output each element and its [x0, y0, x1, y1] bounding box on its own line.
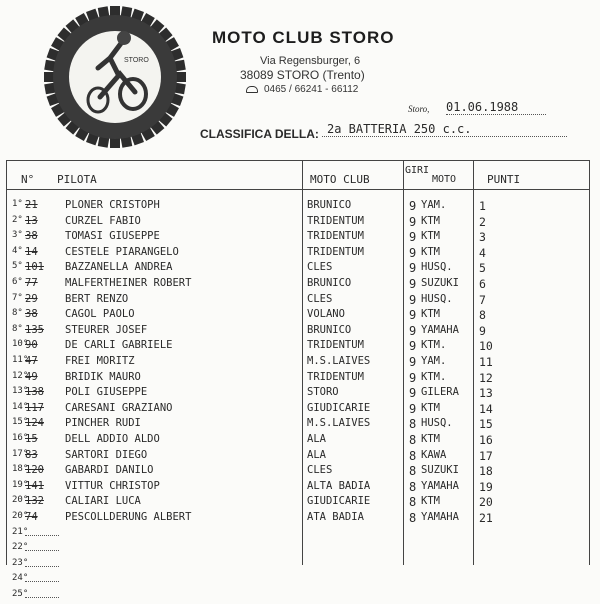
rider-club: CLES [307, 292, 333, 305]
motorcycle: HUSQ. [421, 261, 453, 274]
points: 8 [479, 308, 486, 323]
points: 12 [479, 370, 493, 385]
points: 3 [479, 230, 486, 245]
rider-number: 15 [25, 433, 38, 445]
motorcycle: YAM. [421, 199, 447, 211]
table-row [7, 199, 589, 214]
rider-name: CARESANI GRAZIANO [65, 401, 173, 414]
rider-name: BAZZANELLA ANDREA [65, 261, 173, 274]
blank-line [25, 581, 59, 582]
position: 25° [12, 589, 29, 599]
laps: 9 [409, 277, 417, 291]
position: 7° [12, 292, 23, 303]
laps: 9 [409, 386, 417, 401]
rider-name: CALIARI LUCA [65, 495, 141, 508]
rider-name: BERT RENZO [65, 292, 129, 305]
motorcycle: YAMAHA [421, 323, 459, 336]
rider-name: FREI MORITZ [65, 355, 135, 367]
empty-row [7, 589, 589, 604]
laps: 9 [409, 245, 417, 260]
table-row [7, 449, 589, 464]
position: 22° [12, 542, 29, 553]
blank-line [25, 535, 59, 536]
rider-number: 124 [25, 417, 44, 430]
rider-name: PLONER CRISTOPH [65, 199, 160, 211]
col-header-num: N° [21, 173, 35, 186]
blank-line [25, 566, 59, 567]
laps: 8 [409, 448, 417, 463]
logo-text: STORO [124, 57, 149, 64]
table-row [7, 480, 589, 495]
rider-name: POLI GIUSEPPE [65, 386, 148, 399]
table-row [7, 386, 589, 401]
rider-number: 13 [25, 214, 38, 227]
table-row [7, 230, 589, 245]
rider-number: 83 [25, 448, 38, 461]
date-value: 01.06.1988 [446, 100, 546, 115]
rider-club: GIUDICARIE [307, 495, 371, 508]
laps: 8 [409, 417, 417, 432]
position: 3° [12, 230, 23, 241]
rider-club: TRIDENTUM [307, 214, 364, 227]
rider-name: DE CARLI GABRIELE [65, 339, 173, 352]
points: 17 [479, 448, 493, 463]
points: 20 [479, 495, 493, 510]
points: 6 [479, 277, 486, 291]
classifica-value: 2a BATTERIA 250 c.c. [322, 122, 567, 137]
rider-number: 132 [25, 495, 44, 508]
laps: 9 [409, 199, 417, 213]
motorcycle: GILERA [421, 386, 459, 399]
table-row [7, 308, 589, 323]
classifica-label: CLASSIFICA DELLA: [200, 127, 319, 141]
rider-name: SARTORI DIEGO [65, 448, 148, 461]
rider-club: BRUNICO [307, 323, 352, 336]
rider-club: CLES [307, 464, 333, 477]
rider-number: 21 [25, 199, 38, 211]
rider-number: 74 [25, 511, 38, 523]
table-row [7, 261, 589, 276]
phone [246, 84, 358, 95]
position: 5° [12, 261, 23, 272]
results-table [6, 160, 590, 599]
motorcycle: KTM [421, 433, 440, 445]
empty-row [7, 527, 589, 542]
motorcycle: KAWA [421, 448, 447, 461]
laps: 8 [409, 511, 417, 525]
empty-row [7, 558, 589, 573]
motorcycle: KTM. [421, 339, 447, 352]
header-divider [7, 189, 589, 190]
position: 18° [12, 464, 29, 475]
table-row [7, 355, 589, 370]
blank-line [25, 597, 59, 598]
position: 17° [12, 448, 29, 459]
col-header-punti: PUNTI [487, 173, 521, 186]
laps: 8 [409, 464, 417, 479]
club-logo [40, 2, 190, 152]
laps: 9 [409, 339, 417, 354]
rider-number: 38 [25, 230, 38, 243]
rider-name: CURZEL FABIO [65, 214, 141, 227]
points: 10 [479, 339, 493, 354]
points: 2 [479, 214, 486, 229]
position: 15° [12, 417, 29, 428]
motorcycle: KTM [421, 401, 440, 414]
motorcycle: SUZUKI [421, 277, 459, 289]
laps: 9 [409, 308, 417, 323]
table-row [7, 417, 589, 432]
laps: 8 [409, 495, 417, 510]
rider-number: 135 [25, 323, 44, 336]
address-city: 38089 STORO (Trento) [240, 68, 365, 82]
rider-number: 38 [25, 308, 38, 321]
points: 15 [479, 417, 493, 432]
motorcycle: KTM. [421, 370, 447, 383]
points: 21 [479, 511, 493, 525]
rider-name: MALFERTHEINER ROBERT [65, 277, 192, 289]
rider-club: STORO [307, 386, 339, 399]
rider-name: GABARDI DANILO [65, 464, 154, 477]
motorcycle: YAMAHA [421, 511, 459, 523]
rider-name: PESCOLLDERUNG ALBERT [65, 511, 192, 523]
rider-club: TRIDENTUM [307, 230, 364, 243]
rider-club: ATA BADIA [307, 511, 364, 523]
rider-club: TRIDENTUM [307, 245, 364, 258]
points: 4 [479, 245, 486, 260]
position: 24° [12, 573, 29, 584]
rider-number: 141 [25, 479, 44, 492]
position: 2° [12, 214, 23, 225]
motorcycle: KTM [421, 230, 440, 243]
rider-number: 49 [25, 370, 38, 383]
points: 19 [479, 479, 493, 494]
points: 5 [479, 261, 486, 276]
rider-name: PINCHER RUDI [65, 417, 141, 430]
rider-club: GIUDICARIE [307, 401, 371, 414]
position: 8° [12, 323, 23, 334]
position: 11° [12, 355, 29, 365]
motorcycle: HUSQ. [421, 292, 453, 305]
empty-row [7, 542, 589, 557]
rider-club: ALA [307, 433, 326, 445]
address-street: Via Regensburger, 6 [260, 55, 361, 67]
points: 13 [479, 386, 493, 401]
laps: 9 [409, 323, 417, 338]
rider-club: ALA [307, 448, 326, 461]
rider-club: BRUNICO [307, 277, 352, 289]
table-row [7, 339, 589, 354]
position: 8° [12, 308, 23, 319]
points: 1 [479, 199, 486, 213]
position: 13° [12, 386, 29, 397]
rider-club: M.S.LAIVES [307, 355, 371, 367]
laps: 9 [409, 370, 417, 385]
laps: 8 [409, 479, 417, 494]
table-row [7, 433, 589, 448]
position: 20° [12, 495, 29, 506]
motorcycle: KTM [421, 245, 440, 258]
table-row [7, 215, 589, 230]
rider-name: DELL ADDIO ALDO [65, 433, 160, 445]
club-name: MOTO CLUB STORO [212, 28, 395, 47]
position: 12° [12, 370, 29, 381]
points: 14 [479, 401, 493, 416]
rider-number: 117 [25, 401, 44, 414]
position: 20° [12, 511, 29, 521]
col-header-giri: GIRI [405, 165, 430, 176]
rider-name: CESTELE PIARANGELO [65, 245, 179, 258]
rider-name: BRIDIK MAURO [65, 370, 141, 383]
table-row [7, 464, 589, 479]
points: 11 [479, 355, 493, 369]
motorcycle: SUZUKI [421, 464, 459, 477]
rider-club: VOLANO [307, 308, 345, 321]
points: 18 [479, 464, 493, 479]
table-row [7, 371, 589, 386]
rider-number: 29 [25, 292, 38, 305]
laps: 9 [409, 292, 417, 307]
points: 9 [479, 323, 486, 338]
rider-club: TRIDENTUM [307, 339, 364, 352]
laps: 8 [409, 433, 417, 447]
rider-number: 138 [25, 386, 44, 399]
table-row [7, 511, 589, 526]
rider-number: 101 [25, 261, 44, 274]
laps: 9 [409, 230, 417, 245]
motorcycle: YAM. [421, 355, 447, 367]
table-row [7, 402, 589, 417]
date-label: Storo, [408, 104, 430, 114]
table-row [7, 293, 589, 308]
table-row [7, 277, 589, 292]
position: 16° [12, 433, 29, 443]
col-header-pilota: PILOTA [57, 173, 97, 186]
rider-club: M.S.LAIVES [307, 417, 371, 430]
position: 14° [12, 401, 29, 412]
laps: 9 [409, 401, 417, 416]
position: 1° [12, 199, 23, 209]
rider-name: VITTUR CHRISTOP [65, 479, 160, 492]
points: 16 [479, 433, 493, 447]
position: 4° [12, 245, 23, 256]
laps: 9 [409, 355, 417, 369]
motorcycle: YAMAHA [421, 479, 459, 492]
table-row [7, 495, 589, 510]
motorcycle: HUSQ. [421, 417, 453, 430]
motorcycle: KTM [421, 495, 440, 508]
empty-row [7, 573, 589, 588]
rider-number: 90 [25, 339, 38, 352]
position: 23° [12, 557, 29, 568]
position: 21° [12, 526, 29, 537]
rider-club: ALTA BADIA [307, 479, 371, 492]
position: 6° [12, 277, 23, 287]
rider-number: 77 [25, 277, 38, 289]
phone-number: 0465 / 66241 - 66112 [264, 84, 359, 95]
table-row [7, 246, 589, 261]
position: 10° [12, 339, 29, 350]
rider-name: TOMASI GIUSEPPE [65, 230, 160, 243]
rider-name: CAGOL PAOLO [65, 308, 135, 321]
rider-name: STEURER JOSEF [65, 323, 148, 336]
laps: 9 [409, 261, 417, 276]
table-row [7, 324, 589, 339]
motorcycle: KTM [421, 308, 440, 321]
points: 7 [479, 292, 486, 307]
rider-number: 14 [25, 245, 38, 258]
rider-club: TRIDENTUM [307, 370, 364, 383]
col-header-moto: MOTO [432, 174, 457, 185]
rider-club: BRUNICO [307, 199, 352, 211]
phone-icon [246, 86, 258, 93]
rider-number: 120 [25, 464, 44, 477]
laps: 9 [409, 214, 417, 229]
position: 19° [12, 479, 29, 490]
blank-line [25, 550, 59, 551]
rider-club: CLES [307, 261, 333, 274]
motorcycle: KTM [421, 214, 440, 227]
rider-number: 47 [25, 355, 38, 367]
col-header-moto-club: MOTO CLUB [310, 173, 370, 186]
